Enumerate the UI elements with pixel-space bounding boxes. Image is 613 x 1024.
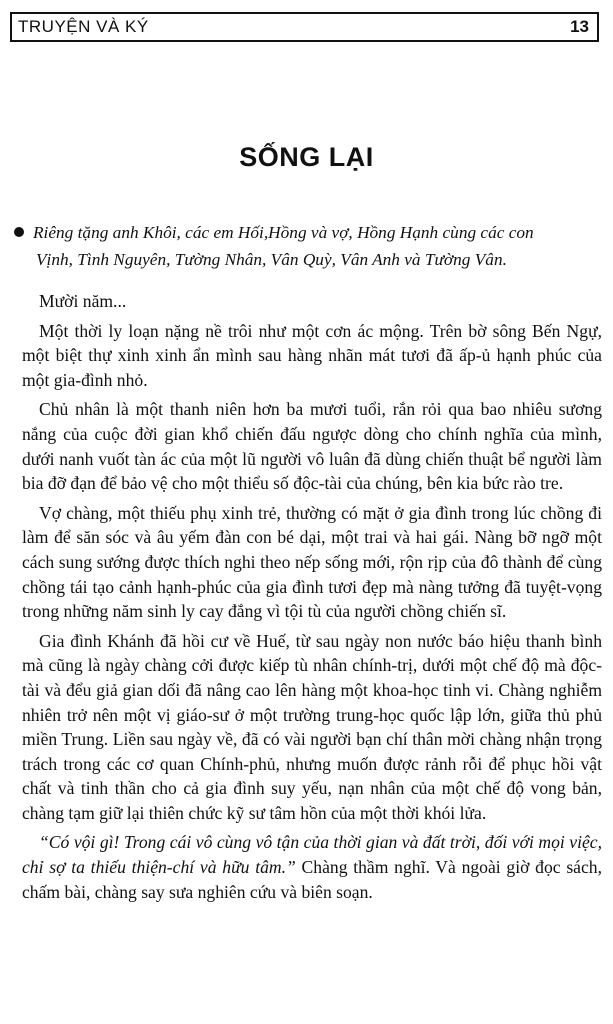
body-text: [22, 289, 602, 909]
series-title: TRUYỆN VÀ KÝ: [18, 17, 149, 36]
quote-continuation: Chàng thầm nghĩ. Và ngoài giờ đọc sách, chấm bài, chàng say sưa nghiên cứu và biên soạn.: [22, 857, 602, 902]
paragraph: Gia đình Khánh đã hồi cư về Huế, từ sau ngày non nước báo hiệu thanh bình mà cũng là ngày chàng cởi được kiếp tù nhân chính-trị, dưới một chế độ mà độc-tài và đểu giả gian dối đã nâng cao lên hàng một khoa-học tinh vi. Chàng nghiễm nhiên trở nên một vị giáo-sư ở một trường trung-học quốc lập lớn, giữa thủ phủ miền Trung. Liền sau ngày về, đã có vài người bạn chí thân mời chàng nhận trọng trách trong các cơ quan Chính-phủ, nhưng muốn được rảnh rỗi để phục hồi vật chất và tinh thần cho cả gia đình suy yếu, nạn nhân của một chế độ vong bản, chàng tạm giữ lại thiên chức kỹ sư tâm hồn của một thời khói lửa.: [22, 630, 602, 823]
paragraph: Một thời ly loạn nặng nề trôi như một cơn ác mộng. Trên bờ sông Bến Ngự, một biệt thự xinh xinh ẩn mình sau hàng nhãn mát tươi đã ấp-ủ hạnh phúc của một gia-đình nhỏ.: [22, 320, 602, 390]
paragraph: Chủ nhân là một thanh niên hơn ba mươi tuổi, rắn rỏi qua bao nhiêu sương nắng của cuộc đời gian khổ chiến đấu ngược dòng cho chính nghĩa của mình, dưới nanh vuốt tàn ác của một lũ người vô luân đã dùng chiến thuật bể người làm bia đỡ đạn để bảo vệ cho một thiểu số độc-tài của chúng, bên kia bức rào tre.: [22, 399, 602, 494]
quote-paragraph: [22, 830, 602, 904]
running-header: [10, 12, 599, 42]
dedication: [14, 219, 604, 273]
dedication-line-2: Vịnh, Tình Nguyên, Tường Nhân, Vân Quỳ, Vân Anh và Tường Vân.: [36, 250, 507, 269]
quote-text: “Có vội gì! Trong cái vô cùng vô tận của thời gian và đất trời, đối với mọi việc, chỉ sợ ta thiếu thiện-chí và hữu tâm.”: [22, 832, 602, 878]
paragraph: Mười năm...: [39, 291, 127, 311]
bullet-icon: [14, 227, 24, 237]
paragraph: Vợ chàng, một thiếu phụ xinh trẻ, thường có mặt ở gia đình trong lúc chồng đi làm để săn sóc và âu yếm đàn con bé dại, một trai và hai gái. Nàng bỡ ngỡ một cách sung sướng được thích nghi theo nếp sống mới, rộn rịp của đô thành để cùng chồng tái tạo cảnh hạnh-phúc của gia đình tươi đẹp mà nàng tưởng đã tuyệt-vọng trong những năm sinh ly cay đắng vì tội tù của người chồng chiến sĩ.: [22, 502, 602, 622]
page-number: 13: [570, 17, 589, 36]
dedication-line-1: Riêng tặng anh Khôi, các em Hối,Hồng và vợ, Hồng Hạnh cùng các con: [33, 223, 534, 242]
chapter-title: SỐNG LẠI: [239, 142, 374, 172]
